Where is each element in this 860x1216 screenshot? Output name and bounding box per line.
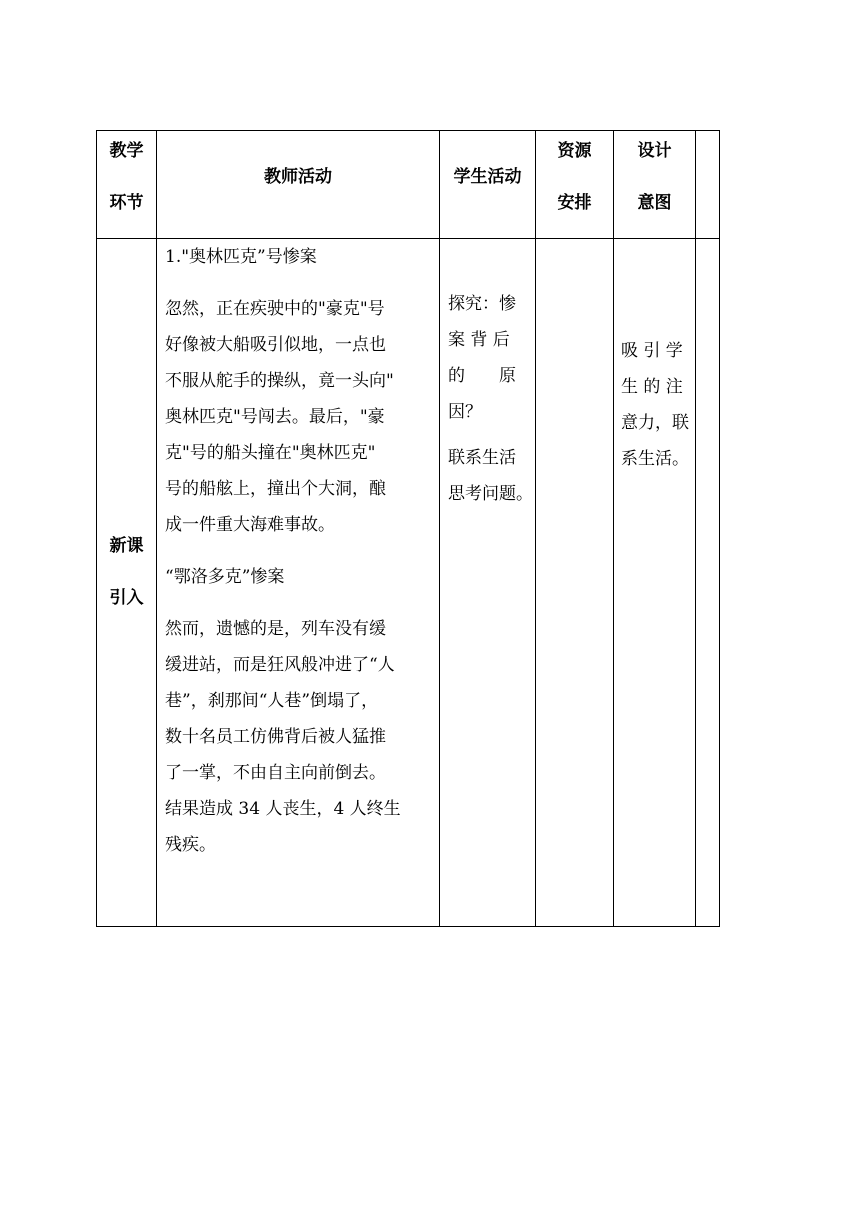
design-line: 生 的 注 (621, 377, 683, 397)
header-row (97, 131, 720, 239)
student-activity-cell (440, 239, 536, 927)
student-line: 探究：惨 (448, 294, 516, 314)
teacher-activity-cell (157, 239, 440, 927)
resource-cell (536, 239, 614, 927)
case2-line: 结果造成 34 人丧生，4 人终生 (165, 799, 401, 819)
design-intent-cell (614, 239, 696, 927)
header-student-activity (440, 131, 536, 239)
stage-cell (97, 239, 157, 927)
case1-line: 忽然，正在疾驶中的"豪克"号 (165, 299, 385, 319)
case1-title: 1."奥林匹克”号惨案 (165, 247, 317, 267)
student-line: 案 背 后 (448, 330, 510, 350)
header-resource-line1: 资源 (557, 141, 592, 161)
header-resource (536, 131, 614, 239)
header-resource-line2: 安排 (557, 193, 592, 213)
case2-line: 然而，遗憾的是，列车没有缓 (165, 619, 386, 639)
header-stage-line1: 教学 (109, 141, 144, 161)
case1-line: 成一件重大海难事故。 (165, 515, 335, 535)
case1-line: 不服从舵手的操纵，竟一头向" (165, 371, 394, 391)
case2-line: 了一掌，不由自主向前倒去。 (165, 763, 386, 783)
design-line: 吸 引 学 (621, 341, 683, 361)
case2-line: 缓进站，而是狂风般冲进了“人 (165, 655, 395, 675)
case2-line: 残疾。 (165, 835, 216, 855)
design-line: 意力，联 (621, 413, 689, 433)
header-student-label: 学生活动 (453, 167, 522, 187)
header-design (614, 131, 696, 239)
case1-line: 奥林匹克"号闯去。最后，"豪 (165, 407, 385, 427)
design-line: 系生活。 (621, 449, 689, 469)
stage-label-line2: 引入 (109, 588, 144, 608)
stage-label-line1: 新课 (109, 536, 144, 556)
header-empty-cell (696, 131, 720, 239)
lesson-plan-table (96, 130, 720, 927)
case1-line: 好像被大船吸引似地，一点也 (165, 335, 386, 355)
case1-line: 号的船舷上，撞出个大洞，酿 (165, 479, 386, 499)
student-line: 联系生活 (448, 448, 516, 468)
lesson-row-intro (97, 239, 720, 927)
header-teacher-activity (157, 131, 440, 239)
case1-line: 克"号的船头撞在"奥林匹克" (165, 443, 376, 463)
case2-title: “鄂洛多克”惨案 (165, 567, 285, 587)
empty-cell (696, 239, 720, 927)
student-line: 思考问题。 (448, 484, 533, 504)
header-teacher-label: 教师活动 (264, 167, 332, 187)
header-stage (97, 131, 157, 239)
case2-line: 巷”，刹那间“人巷”倒塌了， (165, 691, 379, 711)
student-line: 的 原 (448, 366, 516, 386)
case2-line: 数十名员工仿佛背后被人猛推 (165, 727, 386, 747)
header-design-line2: 意图 (637, 193, 672, 213)
student-line: 因？ (448, 402, 482, 422)
header-design-line1: 设计 (637, 141, 672, 161)
header-stage-line2: 环节 (109, 193, 144, 213)
